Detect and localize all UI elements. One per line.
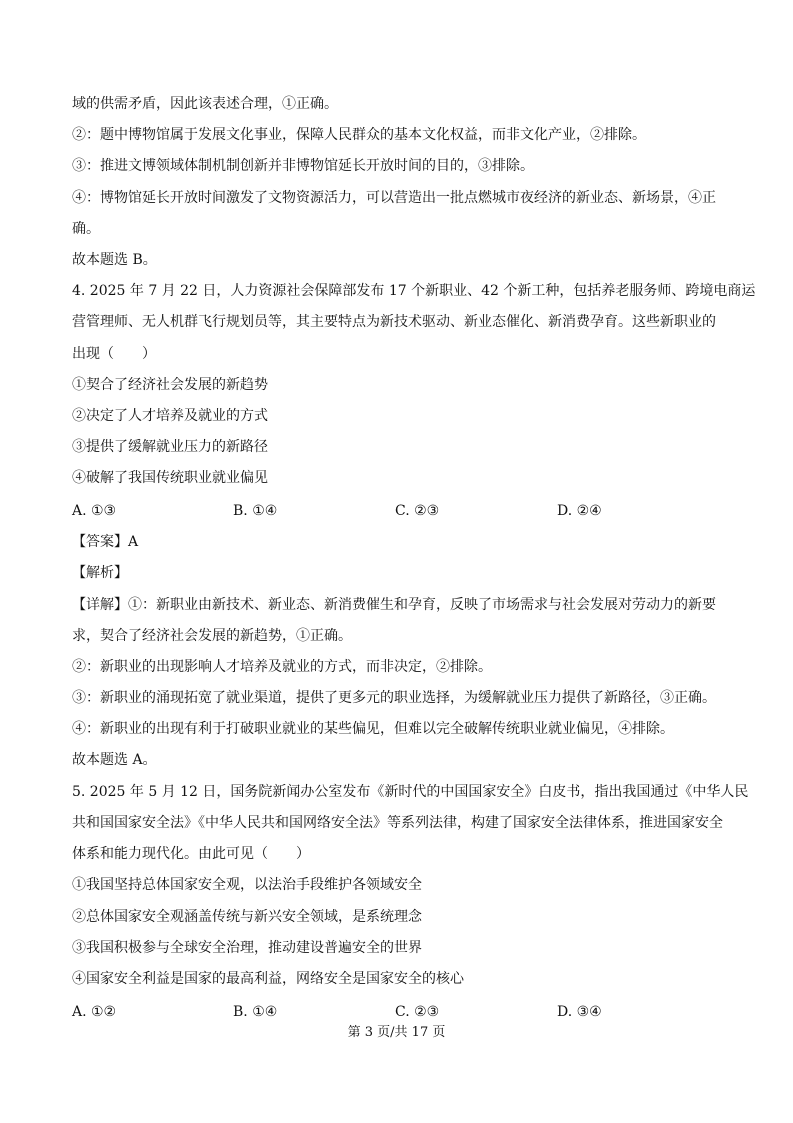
text-line: ②：题中博物馆属于发展文化事业，保障人民群众的基本文化权益，而非文化产业，②排除。 xyxy=(72,127,646,143)
detail-line: 故本题选 A。 xyxy=(72,752,157,768)
question-4-option-a: A. ①③ xyxy=(72,503,117,519)
detail-line: ②：新职业的出现影响人才培养及就业的方式，而非决定，②排除。 xyxy=(72,659,492,675)
text-line: ③：推进文博领域体制机制创新并非博物馆延长开放时间的目的，③排除。 xyxy=(72,158,534,174)
detail-line: ③：新职业的涌现拓宽了就业渠道，提供了更多元的职业选择，为缓解就业压力提供了新路径，③正确。 xyxy=(72,690,716,706)
question-5-option-c: C. ②③ xyxy=(395,1004,440,1020)
text-line: 故本题选 B。 xyxy=(72,252,157,268)
text-line: 确。 xyxy=(72,221,100,237)
question-5-stem: 体系和能力现代化。由此可见（ ） xyxy=(72,846,310,862)
question-4-option-b: B. ①④ xyxy=(233,503,278,519)
question-5-option-a: A. ①② xyxy=(72,1004,117,1020)
question-4-item: ①契合了经济社会发展的新趋势 xyxy=(72,377,268,393)
question-4-stem: 营管理师、无人机群飞行规划员等，其主要特点为新技术驱动、新业态催化、新消费孕育。这些新职业的 xyxy=(72,314,716,330)
question-4-option-d: D. ②④ xyxy=(557,503,602,519)
question-4-item: ④破解了我国传统职业就业偏见 xyxy=(72,470,268,486)
answer-label: 【答案】A xyxy=(72,534,139,550)
page-footer: 第 3 页/共 17 页 xyxy=(347,1025,446,1040)
question-5-stem: 5. 2025 年 5 月 12 日，国务院新闻办公室发布《新时代的中国国家安全》白皮书，指出我国通过《中华人民 xyxy=(72,784,749,800)
detail-line: ④：新职业的出现有利于打破职业就业的某些偏见，但难以完全破解传统职业就业偏见，④排除。 xyxy=(72,721,674,737)
question-4-item: ③提供了缓解就业压力的新路径 xyxy=(72,439,268,455)
question-5-item: ②总体国家安全观涵盖传统与新兴安全领域，是系统理念 xyxy=(72,909,422,925)
question-5-option-b: B. ①④ xyxy=(233,1004,278,1020)
analysis-label: 【解析】 xyxy=(72,565,128,581)
question-4-item: ②决定了人才培养及就业的方式 xyxy=(72,408,268,424)
question-5-stem: 共和国国家安全法》《中华人民共和国网络安全法》等系列法律，构建了国家安全法律体系，推进国家安全 xyxy=(72,815,723,831)
text-line: ④：博物馆延长开放时间激发了文物资源活力，可以营造出一批点燃城市夜经济的新业态、新场景，④正 xyxy=(72,190,716,206)
question-5-option-d: D. ③④ xyxy=(557,1004,602,1020)
detail-line: 求，契合了经济社会发展的新趋势，①正确。 xyxy=(72,628,352,644)
question-5-item: ③我国积极参与全球安全治理，推动建设普遍安全的世界 xyxy=(72,940,422,956)
question-5-item: ①我国坚持总体国家安全观，以法治手段维护各领域安全 xyxy=(72,877,422,893)
question-4-option-c: C. ②③ xyxy=(395,503,440,519)
text-line: 域的供需矛盾，因此该表述合理，①正确。 xyxy=(72,96,338,112)
question-4-stem: 4. 2025 年 7 月 22 日，人力资源社会保障部发布 17 个新职业、42 个新工种，包括养老服务师、跨境电商运 xyxy=(72,283,756,299)
question-5-item: ④国家安全利益是国家的最高利益，网络安全是国家安全的核心 xyxy=(72,971,464,987)
detail-line: 【详解】①：新职业由新技术、新业态、新消费催生和孕育，反映了市场需求与社会发展对劳动力的新要 xyxy=(72,597,716,613)
question-4-stem: 出现（ ） xyxy=(72,346,156,362)
